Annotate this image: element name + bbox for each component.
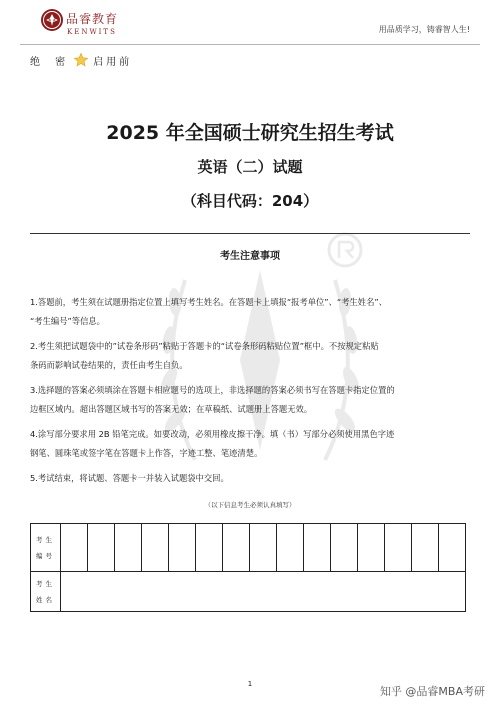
notice-line: 1.答题前，考生须在试题册指定位置上填写考生姓名。在答题卡上填报“报考单位”、“考生姓名”、 <box>30 297 387 307</box>
candidate-id-digit-box[interactable] <box>412 524 439 572</box>
candidate-id-digit-box[interactable] <box>142 524 169 572</box>
candidate-id-digit-box[interactable] <box>439 524 466 572</box>
confidential-label: 绝 密 <box>30 56 72 68</box>
notice-line: “考生编号”等信息。 <box>30 316 105 326</box>
brand-logo-icon <box>40 8 64 32</box>
notice-item <box>30 381 474 419</box>
notice-line: 3.选择题的答案必须填涂在答题卡相应题号的选项上，非选择题的答案必须书写在答题卡指定位置的 <box>30 385 395 395</box>
label-line: 姓名 <box>36 595 55 604</box>
info-note: （以下信息考生必须认真填写） <box>204 501 296 509</box>
candidate-id-digit-box[interactable] <box>88 524 115 572</box>
before-use-label: 启用前 <box>93 56 133 68</box>
candidate-name-label <box>31 572 61 612</box>
notice-line: 5.考试结束，将试题、答题卡一并装入试题袋中交回。 <box>30 473 229 483</box>
notice-item <box>30 293 474 331</box>
notice-line: 4.涂写部分要求用 2B 铅笔完成。如要改动，必须用橡皮擦干净。填（书）写部分必须使用黑色字迹 <box>30 429 395 439</box>
candidate-id-label <box>31 524 61 572</box>
star-icon <box>73 52 89 68</box>
label-line: 考生 <box>36 579 55 588</box>
brand-slogan: 用品质学习，铸睿智人生! <box>378 25 470 34</box>
candidate-id-digit-box[interactable] <box>331 524 358 572</box>
confidential-mark <box>30 52 132 68</box>
header-divider <box>20 44 480 45</box>
notice-line: 条码而影响试卷结果的，责任由考生自负。 <box>30 360 188 370</box>
exam-subject: 英语（二）试题 <box>197 158 303 176</box>
page-header <box>0 0 500 50</box>
candidate-id-row <box>31 524 466 572</box>
candidate-id-digit-box[interactable] <box>250 524 277 572</box>
notice-item <box>30 469 474 488</box>
candidate-id-digit-box[interactable] <box>115 524 142 572</box>
notice-item <box>30 337 474 375</box>
notice-item <box>30 425 474 463</box>
notice-line: 钢笔、圆珠笔或签字笔在答题卡上作答，字迹工整、笔迹清楚。 <box>30 448 263 458</box>
notice-line: 2.考生须把试题袋中的”试卷条形码”粘贴于答题卡的“试卷条形码粘贴位置”框中。不按规定粘贴 <box>30 341 379 351</box>
notice-line: 边框区域内。超出答题区域书写的答案无效；在草稿纸、试题册上答题无效。 <box>30 404 313 414</box>
candidate-id-digit-box[interactable] <box>304 524 331 572</box>
candidate-id-digit-box[interactable] <box>169 524 196 572</box>
candidate-id-digit-box[interactable] <box>277 524 304 572</box>
page-number: 1 <box>247 680 253 688</box>
candidate-name-row <box>31 572 466 612</box>
brand-name-en: KENWITS <box>67 28 117 36</box>
candidate-info-table <box>30 523 466 612</box>
candidate-id-digit-box[interactable] <box>385 524 412 572</box>
brand-name-cn: 品睿教育 <box>66 12 119 26</box>
exam-title: 2025 年全国硕士研究生招生考试 <box>106 122 394 144</box>
notices-list <box>30 293 474 494</box>
label-line: 编号 <box>36 551 55 560</box>
candidate-name-field[interactable] <box>61 572 466 612</box>
brand-logo <box>40 8 140 42</box>
candidate-id-digit-box[interactable] <box>196 524 223 572</box>
source-credit: 知乎 @品睿MBA考研 <box>379 685 485 698</box>
notices-heading: 考生注意事项 <box>220 251 280 262</box>
candidate-id-digit-box[interactable] <box>223 524 250 572</box>
label-line: 考生 <box>36 535 55 544</box>
candidate-id-digit-box[interactable] <box>358 524 385 572</box>
candidate-id-digit-box[interactable] <box>61 524 88 572</box>
exam-subject-code: （科目代码：204） <box>181 192 319 210</box>
